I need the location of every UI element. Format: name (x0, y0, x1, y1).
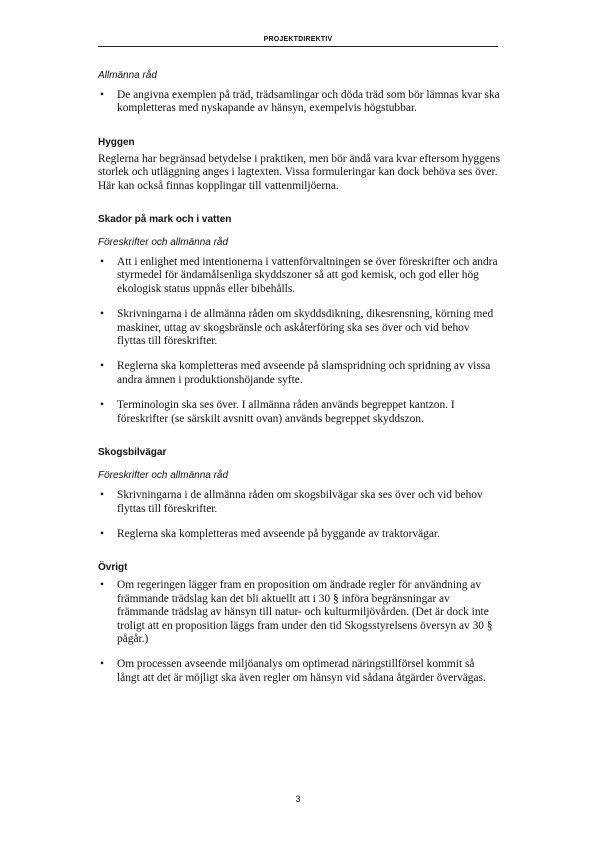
subheading-allmanna-rad: Allmänna råd (98, 70, 157, 81)
section-heading-ovrigt: Övrigt (98, 562, 128, 574)
list-item (98, 89, 500, 116)
list-item-text: Terminologin ska ses över. I allmänna råden används begreppet kantzon. I föreskrifter (se särskilt avsnitt ovan) används begreppet skyddszon. (117, 399, 455, 425)
bullet-list (98, 89, 500, 116)
bullet-marker: • (100, 399, 104, 412)
section-heading-skogsbilvagar: Skogsbilvägar (98, 447, 167, 459)
list-item-text: Om processen avseende miljöanalys om optimerad näringstillförsel kommit så långt att det är möjligt ska även regler om hänsyn vid sådana åtgärder övervägas. (117, 658, 486, 684)
list-item (98, 489, 500, 516)
list-item (98, 579, 500, 646)
bullet-list (98, 489, 500, 541)
list-item-text: Skrivningarna i de allmänna råden om skogsbilvägar ska ses över och vid behov flyttas till föreskrifter. (117, 489, 483, 515)
list-item (98, 256, 500, 296)
bullet-marker: • (100, 360, 104, 373)
list-item-text: Om regeringen lägger fram en proposition om ändrade regler för användning av främmande trädslag kan det bli aktuellt att i 30 § införa begränsningar av främmande trädslag av hänsyn till natur- och kulturmiljövården. (Det är dock inte troligt att en proposition läggs fram under den tid Skogsstyrelsens översyn av 30 § pågår.) (117, 579, 493, 645)
list-item (98, 399, 500, 426)
header-rule (98, 46, 498, 47)
page-number: 3 (295, 794, 301, 804)
list-item-text: Att i enlighet med intentionerna i vattenförvaltningen se över föreskrifter och andra styrmedel för ändamålsenliga skyddszoner så att god kemisk, och god eller hög ekologisk status uppnås eller bibehålls. (117, 256, 498, 295)
page-content (98, 68, 500, 685)
list-item (98, 528, 500, 541)
list-item-text: De angivna exemplen på träd, trädsamlingar och döda träd som bör lämnas kvar ska kompletteras med nyskapande av hänsyn, exempelvis högstubbar. (117, 89, 500, 115)
subheading-foreskrifter: Föreskrifter och allmänna råd (98, 470, 229, 482)
list-item (98, 360, 500, 387)
running-header: PROJEKTDIREKTIV (263, 36, 333, 43)
bullet-list (98, 256, 500, 426)
bullet-marker: • (100, 308, 104, 321)
bullet-marker: • (100, 527, 104, 540)
bullet-marker: • (100, 579, 104, 592)
bullet-list (98, 579, 500, 685)
bullet-marker: • (100, 658, 104, 671)
list-item-text: Reglerna ska kompletteras med avseende på byggande av traktorvägar. (117, 527, 440, 540)
bullet-marker: • (100, 256, 104, 269)
section-heading-hyggen: Hyggen (98, 136, 135, 148)
paragraph-hyggen: Reglerna har begränsad betydelse i praktiken, men bör ändå vara kvar eftersom hyggens storlek och utläggning anges i lagtexten. Vissa formuleringar kan dock behöva ses över. Här kan också finnas kopplingar till vattenmiljöerna. (98, 152, 500, 192)
bullet-marker: • (100, 489, 104, 502)
list-item (98, 308, 500, 348)
subheading-foreskrifter: Föreskrifter och allmänna råd (98, 237, 229, 249)
list-item-text: Skrivningarna i de allmänna råden om skyddsdikning, dikesrensning, körning med maskiner, uttag av skogsbränsle och askåterföring ska ses över och vid behov flyttas till föreskrifter. (117, 308, 494, 348)
list-item-text: Reglerna ska kompletteras med avseende på slamspridning och spridning av vissa andra ämnen i produktionshöjande syfte. (117, 360, 491, 386)
list-item (98, 658, 500, 685)
section-heading-skador: Skador på mark och i vatten (98, 214, 232, 226)
bullet-marker: • (100, 89, 104, 101)
